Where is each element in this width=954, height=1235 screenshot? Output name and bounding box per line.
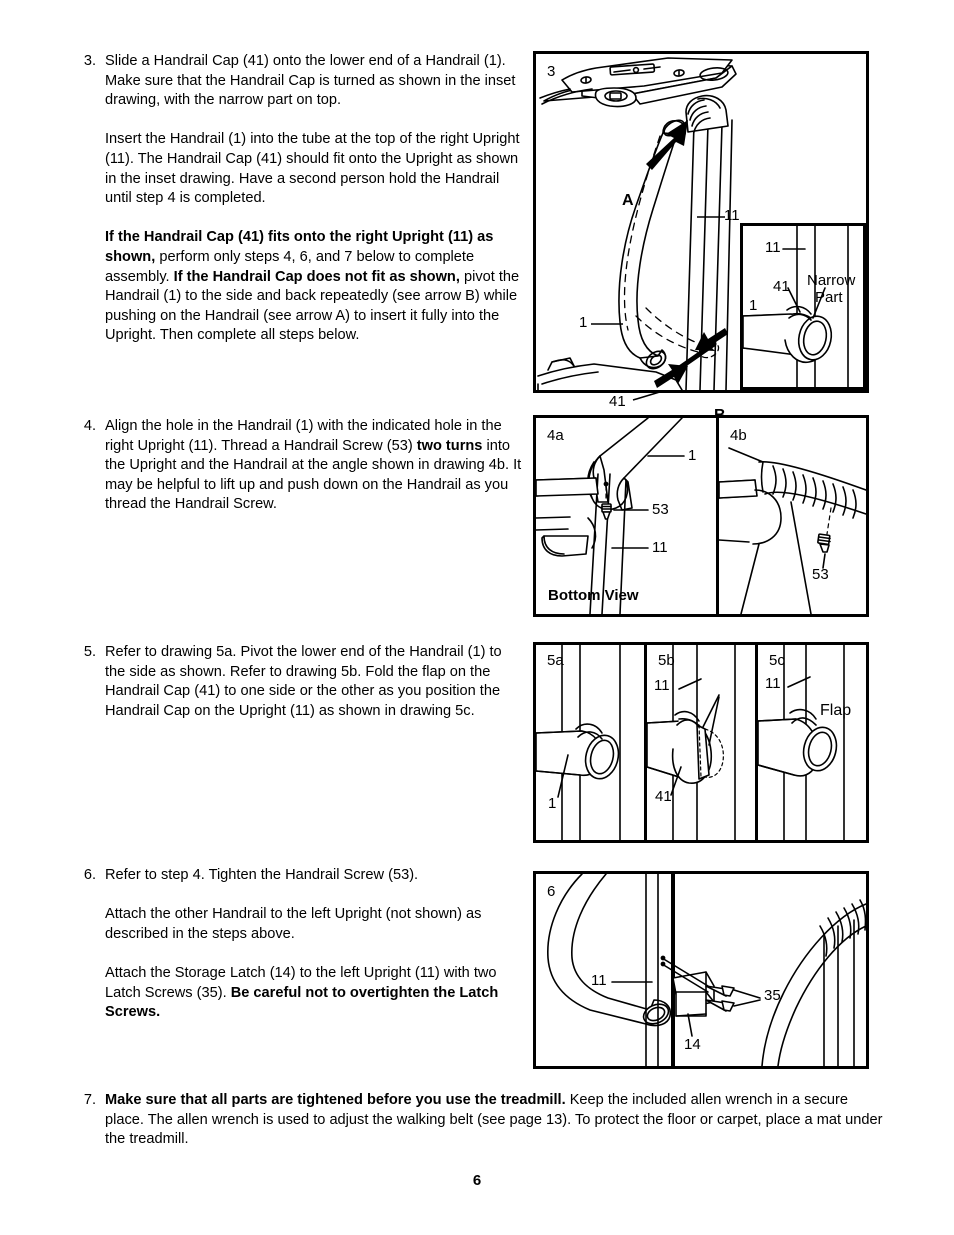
figure-3-inset-narrow-part-line2: Part [815, 289, 843, 306]
text-run: Align the hole in the Handrail (1) with the indicated hole in the right Upright (11). Thread a Handrail Screw (53) [105, 418, 502, 454]
text-run: Refer to step 4. Tighten the Handrail Screw (53). [105, 867, 419, 883]
figure-5c-callout-11: 11 [765, 675, 781, 692]
figure-5b-label: 5b [658, 652, 675, 669]
text-run-bold: two turns [416, 437, 483, 454]
figure-4b-callout-53: 53 [812, 566, 829, 583]
text-run-bold: If the Handrail Cap (41) fits onto the right Upright (11) as shown, [105, 229, 494, 265]
text-run: pivot the Handrail (1) to the side and back repeatedly (see arrow B) while pushing on the Handrail (see arrow A) to insert it fully into the Upright. Then complete all steps below. [105, 268, 520, 344]
text-run: Insert the Handrail (1) into the tube at the top of the right Upright (11). The Handrail Cap (41) should fit onto the Upright as shown in the inset drawing. Have a second person hold the Handrail until step 4 is completed. [105, 131, 520, 207]
paragraph [105, 905, 522, 944]
figure-4a-caption: Bottom View [548, 587, 639, 604]
text-run-bold: Be careful not to overtighten the Latch Screws. [105, 984, 499, 1021]
paragraph [105, 228, 522, 346]
figure-3-inset-narrow-part-line1: Narrow [807, 272, 856, 289]
figure-3-inset-panel [740, 223, 866, 390]
figure-5b-callout-41: 41 [655, 788, 672, 805]
figure-3-inset-drawing [743, 226, 863, 387]
step-4 [74, 417, 522, 515]
figure-3-leader-41 [633, 390, 665, 402]
step-6-number: 6. [83, 867, 96, 883]
step-5-body [105, 643, 522, 721]
figure-3-leader-11 [697, 215, 725, 219]
step-5-number: 5. [83, 644, 96, 660]
step-3-body [105, 52, 522, 346]
figure-3-arrow-a-label: A [622, 192, 634, 209]
figure-5b-drawing [647, 645, 755, 840]
figure-6-callout-11: 11 [591, 972, 607, 989]
text-run: Refer to drawing 5a. Pivot the lower end of the Handrail (1) to the side as shown. Refer to drawing 5b. Fold the flap on the Handrail Cap (41) to one side or the other as you position the Handrail Cap on the Upright (11) as shown in drawing 5c. [105, 644, 502, 719]
figure-6-callout-35: 35 [764, 987, 781, 1004]
figure-6-label: 6 [547, 883, 556, 900]
figure-4-panel [533, 415, 869, 617]
figure-5b-callout-11: 11 [654, 677, 670, 694]
figure-5a-callout-1: 1 [548, 795, 557, 812]
step-3-number: 3. [83, 53, 96, 69]
paragraph [105, 866, 522, 886]
text-run: Keep the included allen wrench in a secure place. The allen wrench is used to adjust the walking belt (see page 13). To protect the floor or carpet, place a mat under the treadmill. [105, 1092, 883, 1148]
step-6 [74, 866, 522, 1023]
figure-3-callout-1: 1 [579, 314, 588, 331]
step-4-body [105, 417, 522, 515]
figure-4a-label: 4a [547, 427, 564, 444]
paragraph [105, 52, 522, 111]
step-6-body [105, 866, 522, 1023]
text-run-bold: If the Handrail Cap does not fit as shown, [173, 268, 460, 285]
paragraph [105, 643, 522, 721]
step-7 [74, 1091, 890, 1150]
step-3 [74, 52, 522, 346]
paragraph [105, 1091, 890, 1150]
step-4-number: 4. [83, 418, 96, 434]
step-5 [74, 643, 522, 721]
text-run: into the Upright and the Handrail at the angle shown in drawing 4b. It may be helpful to lift up and push down on the Handrail as you thread the Handrail Screw. [105, 437, 522, 513]
text-run: Slide a Handrail Cap (41) onto the lower end of a Handrail (1). Make sure that the Handrail Cap is turned as shown in the inset drawing, with the narrow part on top. [105, 53, 516, 109]
figure-6-drawing [536, 874, 866, 1066]
paragraph [105, 130, 522, 208]
figure-5-panel [533, 642, 869, 843]
figure-4b-label: 4b [730, 427, 747, 444]
step-7-body [105, 1091, 890, 1150]
figure-3-callout-11: 11 [724, 207, 740, 224]
text-run-bold: Make sure that all parts are tightened before you use the treadmill. [105, 1092, 566, 1108]
figure-5b-callout-flap: Flap [820, 702, 852, 719]
text-run: perform only steps 4, 6, and 7 below to complete assembly. [105, 248, 475, 285]
text-run: Attach the other Handrail to the left Upright (not shown) as described in the steps above. [105, 906, 482, 942]
text-run: Attach the Storage Latch (14) to the left Upright (11) with two Latch Screws (35). [105, 964, 497, 1001]
figure-3-inset-callout-1: 1 [749, 297, 758, 314]
figure-4a-callout-53: 53 [652, 501, 669, 518]
page-number: 6 [472, 1172, 482, 1189]
figure-5a-label: 5a [547, 652, 564, 669]
figure-3-inset-callout-11: 11 [765, 239, 781, 256]
figure-4a-callout-11: 11 [652, 539, 668, 556]
figure-3-inset-callout-41: 41 [773, 278, 790, 295]
figure-3-panel [533, 51, 869, 410]
figure-6-panel [533, 871, 869, 1069]
figure-3-callout-41: 41 [609, 393, 626, 410]
figure-4a-callout-1: 1 [688, 447, 697, 464]
figure-3-label: 3 [547, 63, 556, 80]
step-7-number: 7. [83, 1092, 96, 1108]
figure-5c-label: 5c [769, 652, 785, 669]
figure-6-callout-14: 14 [684, 1036, 701, 1053]
figure-4b-drawing [719, 418, 866, 614]
paragraph [105, 964, 522, 1023]
figure-3-leader-1 [591, 322, 623, 326]
paragraph [105, 417, 522, 515]
